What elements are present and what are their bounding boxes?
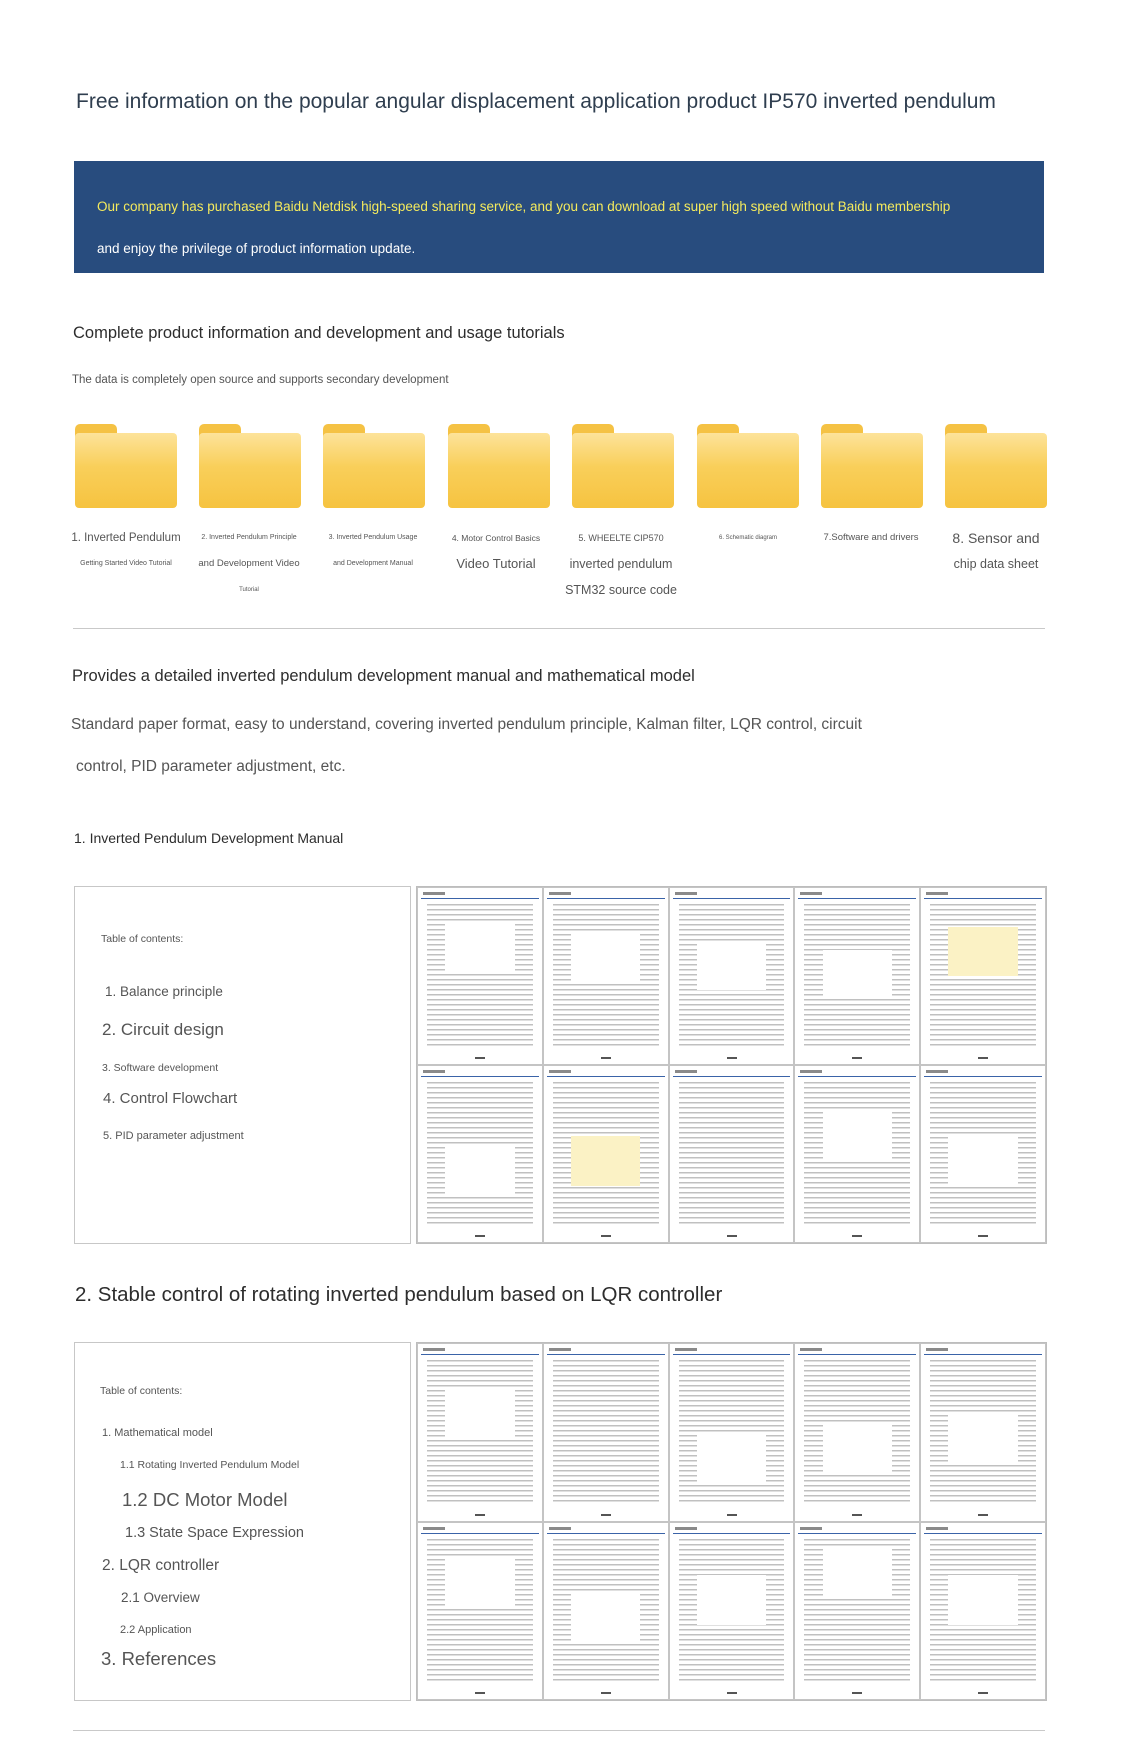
document-page-thumbnail bbox=[920, 1522, 1046, 1701]
folder-icon[interactable] bbox=[75, 424, 177, 508]
page-title: Free information on the popular angular displacement application product IP570 inverted pendulum bbox=[76, 90, 996, 113]
toc-item: 5. PID parameter adjustment bbox=[103, 1130, 244, 1142]
document-page-thumbnail bbox=[669, 1343, 795, 1522]
folder-icon[interactable] bbox=[697, 424, 799, 508]
section-heading-manual: Provides a detailed inverted pendulum development manual and mathematical model bbox=[72, 667, 695, 685]
document-page-thumbnail bbox=[920, 1065, 1046, 1243]
folder-label-line: 6. Schematic diagram bbox=[718, 535, 778, 541]
toc-title: Table of contents: bbox=[101, 933, 184, 945]
folder-icon[interactable] bbox=[323, 424, 425, 508]
folder-label[interactable] bbox=[56, 525, 196, 577]
toc-item: 1.2 DC Motor Model bbox=[122, 1489, 288, 1510]
document-page-thumbnail bbox=[794, 1065, 920, 1243]
manual1-page-thumbnails bbox=[416, 886, 1047, 1244]
document-page-thumbnail bbox=[669, 1522, 795, 1701]
document-page-thumbnail bbox=[794, 1522, 920, 1701]
manual2-toc bbox=[74, 1342, 411, 1701]
toc-item: 2. LQR controller bbox=[102, 1557, 220, 1574]
folder-label-line: 2. Inverted Pendulum Principle bbox=[201, 534, 297, 541]
toc-item: 1. Balance principle bbox=[105, 984, 223, 999]
document-page-thumbnail bbox=[794, 887, 920, 1065]
toc-item: 2.1 Overview bbox=[121, 1590, 200, 1605]
divider bbox=[73, 1730, 1045, 1731]
toc-item: 1.1 Rotating Inverted Pendulum Model bbox=[120, 1459, 300, 1471]
manual2-heading: 2. Stable control of rotating inverted pendulum based on LQR controller bbox=[75, 1283, 723, 1306]
toc-item: 3. Software development bbox=[102, 1062, 219, 1074]
manual1-toc bbox=[74, 886, 411, 1244]
document-page-thumbnail bbox=[417, 887, 543, 1065]
toc-item: 4. Control Flowchart bbox=[103, 1090, 238, 1107]
toc-item: 1. Mathematical model bbox=[102, 1427, 213, 1439]
folder-label-line: Video Tutorial bbox=[456, 556, 536, 571]
folder-label-line: and Development Manual bbox=[333, 560, 413, 567]
folder-label-line: Getting Started Video Tutorial bbox=[80, 560, 172, 567]
manual2-page-thumbnails bbox=[416, 1342, 1047, 1701]
folder-label[interactable] bbox=[303, 525, 443, 577]
folder-label-line: chip data sheet bbox=[953, 557, 1039, 571]
folder-label-line: 5. WHEELTE CIP570 bbox=[578, 533, 664, 543]
folder-label-line: 8. Sensor and bbox=[952, 530, 1040, 546]
folder-label-line: 7.Software and drivers bbox=[823, 532, 919, 543]
document-page-thumbnail bbox=[794, 1343, 920, 1522]
folder-label[interactable] bbox=[551, 525, 691, 603]
document-page-thumbnail bbox=[920, 1343, 1046, 1522]
toc-item: 3. References bbox=[101, 1648, 217, 1669]
folder-label-line: 1. Inverted Pendulum bbox=[71, 532, 181, 544]
divider bbox=[73, 628, 1045, 629]
description-line-1: Standard paper format, easy to understand, covering inverted pendulum principle, Kalman filter, LQR control, circuit bbox=[71, 716, 862, 733]
folder-label-line: and Development Video bbox=[198, 558, 300, 569]
folder-label-line: STM32 source code bbox=[565, 583, 677, 597]
folder-label-line: 3. Inverted Pendulum Usage bbox=[328, 534, 418, 541]
document-page-thumbnail bbox=[543, 1343, 669, 1522]
document-page-thumbnail bbox=[417, 1065, 543, 1243]
document-page-thumbnail bbox=[417, 1343, 543, 1522]
banner-line-1: Our company has purchased Baidu Netdisk high-speed sharing service, and you can download at super high speed without Baidu membership bbox=[97, 199, 951, 214]
folder-label[interactable] bbox=[426, 525, 566, 577]
document-page-thumbnail bbox=[669, 887, 795, 1065]
toc-item: 2.2 Application bbox=[120, 1624, 192, 1636]
document-page-thumbnail bbox=[543, 1065, 669, 1243]
folder-icon[interactable] bbox=[821, 424, 923, 508]
description-line-2: control, PID parameter adjustment, etc. bbox=[76, 758, 346, 775]
folder-label[interactable] bbox=[678, 525, 818, 551]
document-page-thumbnail bbox=[417, 1522, 543, 1701]
section-description bbox=[71, 704, 1031, 788]
folder-label-line: 4. Motor Control Basics bbox=[451, 533, 541, 543]
folder-label-line: Tutorial bbox=[239, 587, 259, 593]
folder-icon[interactable] bbox=[199, 424, 301, 508]
folder-label[interactable] bbox=[801, 525, 941, 551]
toc-item: 1.3 State Space Expression bbox=[125, 1525, 304, 1541]
manual1-heading: 1. Inverted Pendulum Development Manual bbox=[74, 830, 344, 846]
document-page-thumbnail bbox=[543, 1522, 669, 1701]
document-page-thumbnail bbox=[543, 887, 669, 1065]
banner-line-2: and enjoy the privilege of product information update. bbox=[97, 241, 416, 256]
folder-label[interactable] bbox=[926, 525, 1066, 577]
document-page-thumbnail bbox=[920, 887, 1046, 1065]
info-banner bbox=[74, 161, 1044, 273]
document-page-thumbnail bbox=[669, 1065, 795, 1243]
section-subheading-materials: The data is completely open source and supports secondary development bbox=[72, 374, 449, 386]
folder-icon[interactable] bbox=[945, 424, 1047, 508]
folder-icon[interactable] bbox=[448, 424, 550, 508]
folder-label-line: inverted pendulum bbox=[569, 557, 673, 571]
folder-label[interactable] bbox=[179, 525, 319, 603]
section-heading-materials: Complete product information and development and usage tutorials bbox=[73, 324, 565, 342]
toc-title: Table of contents: bbox=[100, 1385, 183, 1397]
folder-icon[interactable] bbox=[572, 424, 674, 508]
toc-item: 2. Circuit design bbox=[102, 1020, 224, 1039]
